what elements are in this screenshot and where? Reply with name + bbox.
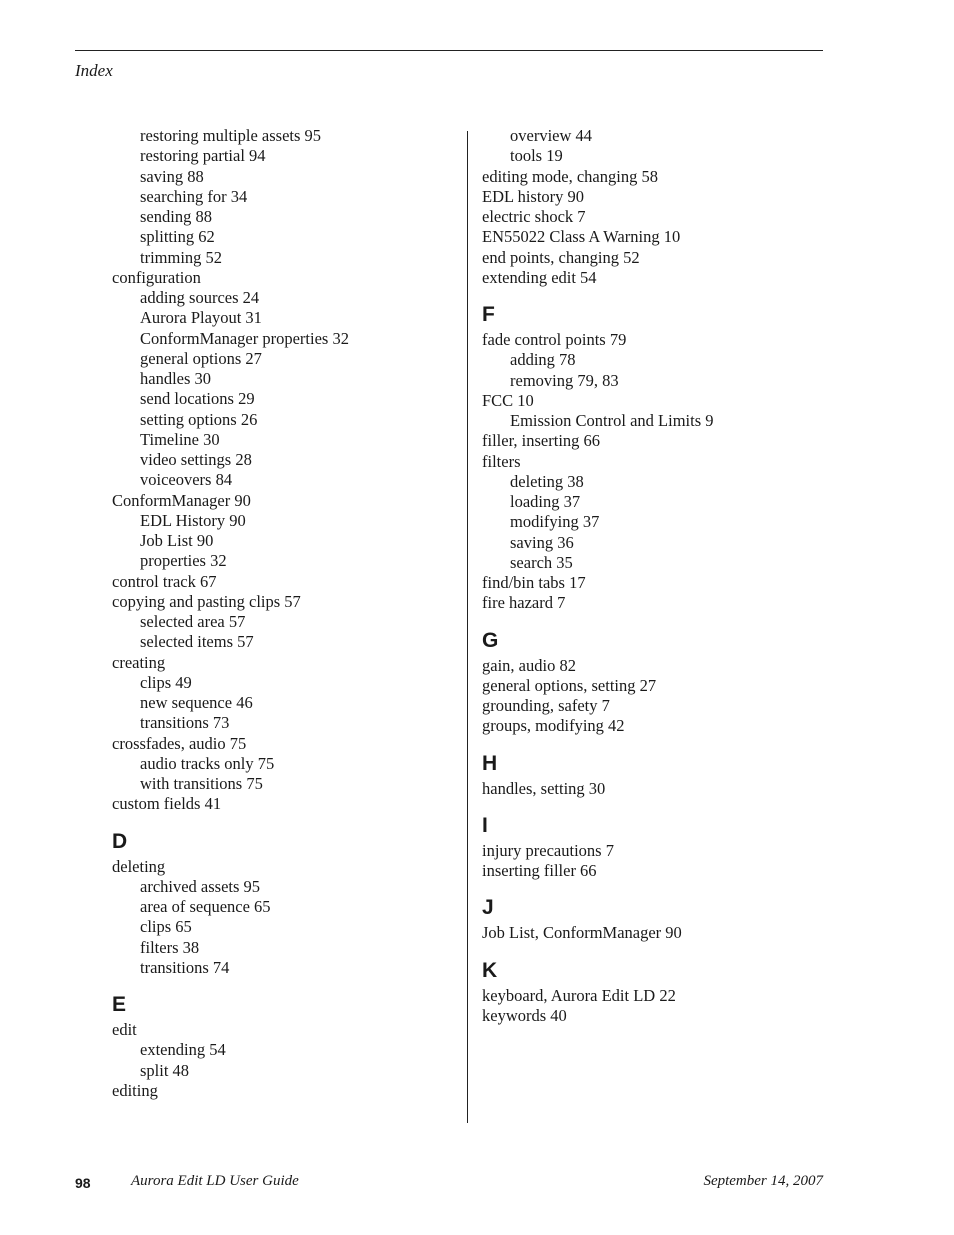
index-entry: filters <box>482 451 521 471</box>
index-column-left <box>112 126 452 1101</box>
index-subentry: Emission Control and Limits 9 <box>510 411 714 430</box>
header-rule <box>75 50 823 51</box>
index-entry: filler, inserting 66 <box>482 431 601 451</box>
index-subentry: ConformManager properties 32 <box>140 328 349 348</box>
index-subentry: search 35 <box>510 552 573 572</box>
index-subentry: saving 36 <box>510 532 574 552</box>
index-subentry: removing 79, 83 <box>510 370 619 390</box>
index-entry: electric shock 7 <box>482 207 586 226</box>
index-entry: general options, setting 27 <box>482 675 657 695</box>
index-entry: copying and pasting clips 57 <box>112 591 301 611</box>
index-subentry: filters 38 <box>140 937 200 957</box>
index-subentry: adding 78 <box>510 350 576 370</box>
index-subentry: handles 30 <box>140 369 212 388</box>
index-letter-heading: F <box>482 303 495 326</box>
index-subentry: selected items 57 <box>140 632 254 652</box>
index-entry: grounding, safety 7 <box>482 696 610 715</box>
index-entry: find/bin tabs 17 <box>482 573 586 592</box>
index-subentry: trimming 52 <box>140 247 223 267</box>
index-entry: EDL history 90 <box>482 186 585 206</box>
index-entry: inserting filler 66 <box>482 861 597 880</box>
index-subentry: overview 44 <box>510 126 593 145</box>
index-letter-heading: D <box>112 829 128 853</box>
index-subentry: split 48 <box>140 1060 190 1080</box>
index-subentry: EDL History 90 <box>140 510 246 530</box>
index-letter-heading: G <box>482 628 499 652</box>
index-subentry: restoring partial 94 <box>140 146 266 166</box>
index-subentry: send locations 29 <box>140 389 255 409</box>
index-letter-heading: I <box>482 813 488 837</box>
index-subentry: transitions 74 <box>140 957 230 977</box>
index-subentry: sending 88 <box>140 207 212 226</box>
index-subentry: video settings 28 <box>140 450 252 469</box>
index-letter-heading: J <box>482 896 494 920</box>
index-entry: extending edit 54 <box>482 267 597 287</box>
index-letter-heading: E <box>112 993 127 1016</box>
index-entry: Job List, ConformManager 90 <box>482 923 682 943</box>
index-subentry: deleting 38 <box>510 471 584 491</box>
index-subentry: splitting 62 <box>140 227 215 247</box>
index-entry: deleting <box>112 856 166 876</box>
index-subentry: setting options 26 <box>140 409 258 429</box>
page-number: 98 <box>75 1175 91 1191</box>
index-column-right <box>482 126 822 1026</box>
index-entry: keywords 40 <box>482 1005 567 1025</box>
index-subentry: extending 54 <box>140 1040 226 1060</box>
index-letter-heading: K <box>482 958 498 982</box>
index-entry: handles, setting 30 <box>482 778 606 798</box>
index-subentry: Job List 90 <box>140 531 214 550</box>
index-subentry: area of sequence 65 <box>140 897 271 916</box>
index-entry: editing <box>112 1080 158 1100</box>
index-subentry: modifying 37 <box>510 512 600 532</box>
guide-title: Aurora Edit LD User Guide <box>131 1173 299 1189</box>
index-subentry: adding sources 24 <box>140 288 260 307</box>
index-entry: editing mode, changing 58 <box>482 166 658 186</box>
index-subentry: Aurora Playout 31 <box>140 308 262 328</box>
index-subentry: new sequence 46 <box>140 693 253 712</box>
index-entry: fade control points 79 <box>482 330 627 349</box>
page-section-title: Index <box>75 61 113 80</box>
index-entry: configuration <box>112 267 201 287</box>
publication-date: September 14, 2007 <box>703 1173 823 1189</box>
index-entry: custom fields 41 <box>112 794 222 814</box>
index-entry: injury precautions 7 <box>482 840 614 860</box>
index-entry: keyboard, Aurora Edit LD 22 <box>482 985 676 1005</box>
index-subentry: audio tracks only 75 <box>140 753 275 773</box>
column-divider <box>467 131 468 1123</box>
index-subentry: transitions 73 <box>140 713 230 733</box>
index-subentry: general options 27 <box>140 348 262 368</box>
index-entry: edit <box>112 1020 137 1039</box>
index-entry: creating <box>112 652 166 672</box>
index-entry: control track 67 <box>112 571 217 591</box>
index-subentry: loading 37 <box>510 492 581 511</box>
index-entry: groups, modifying 42 <box>482 716 625 736</box>
index-subentry: tools 19 <box>510 146 563 166</box>
index-entry: gain, audio 82 <box>482 655 576 675</box>
index-entry: EN55022 Class A Warning 10 <box>482 227 681 247</box>
index-subentry: selected area 57 <box>140 612 246 631</box>
index-subentry: voiceovers 84 <box>140 470 233 490</box>
index-entry: ConformManager 90 <box>112 490 251 510</box>
index-letter-heading: H <box>482 751 498 775</box>
index-subentry: with transitions 75 <box>140 774 263 793</box>
index-subentry: searching for 34 <box>140 186 248 206</box>
index-subentry: archived assets 95 <box>140 876 261 896</box>
index-subentry: saving 88 <box>140 166 204 186</box>
index-entry: end points, changing 52 <box>482 247 640 267</box>
index-entry: fire hazard 7 <box>482 593 566 613</box>
index-entry: crossfades, audio 75 <box>112 733 247 753</box>
index-subentry: Timeline 30 <box>140 429 220 449</box>
index-subentry: restoring multiple assets 95 <box>140 126 322 145</box>
index-subentry: clips 65 <box>140 917 192 937</box>
index-subentry: properties 32 <box>140 551 227 571</box>
index-entry: FCC 10 <box>482 390 534 410</box>
index-subentry: clips 49 <box>140 672 192 692</box>
